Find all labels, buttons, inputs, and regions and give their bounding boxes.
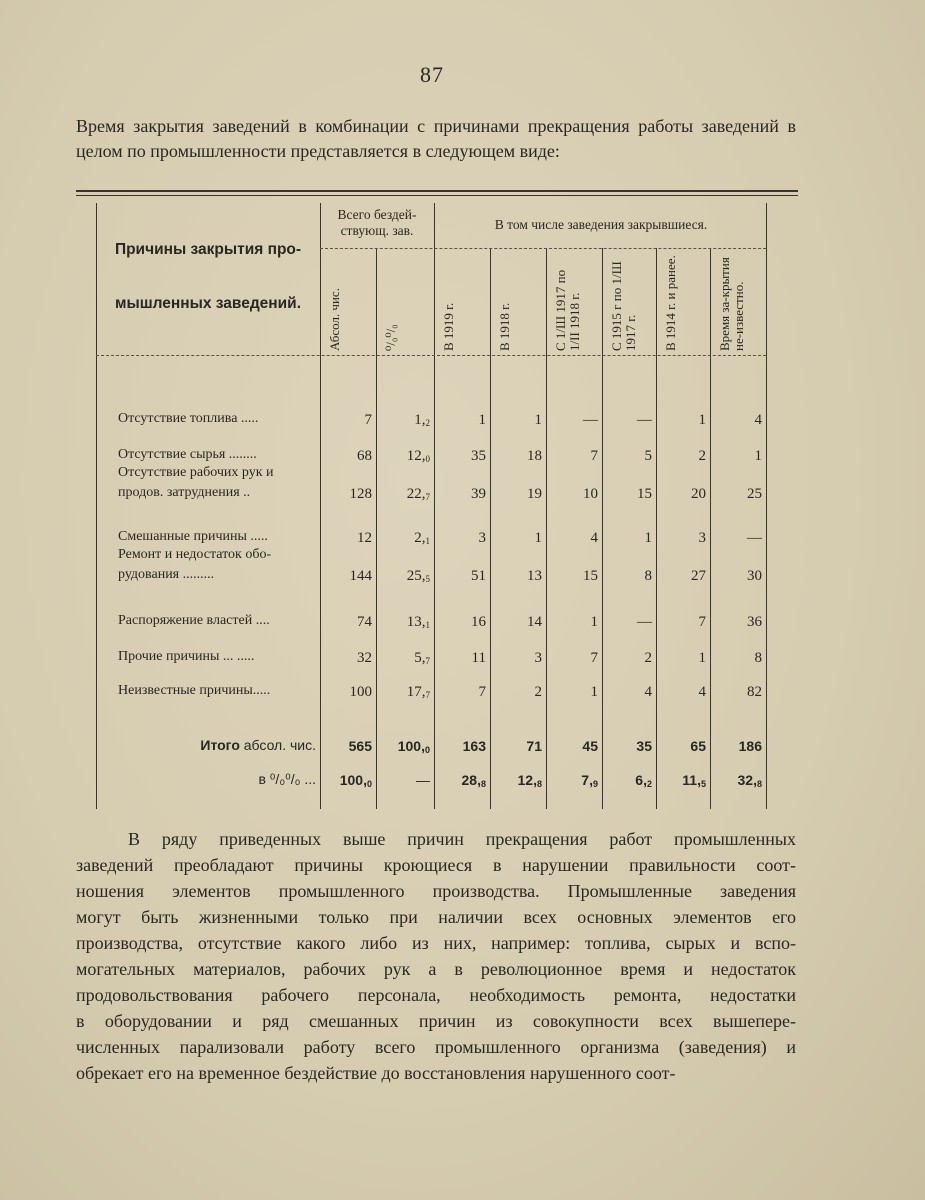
cell-unknown: 30: [747, 568, 762, 584]
percent-pct: —: [416, 772, 430, 788]
percent-abs: $100,_0$: [339, 772, 372, 789]
cell-pct: $12,_0$: [406, 448, 430, 464]
cell-y1918: 2: [534, 684, 542, 700]
cell-p1915: 1: [644, 530, 652, 546]
col-divider: [434, 203, 435, 809]
row-label-line: продов. затруднения ..: [118, 485, 251, 500]
row-label-line: Отсутствие рабочих рук и: [118, 465, 274, 480]
body-paragraph: [76, 826, 796, 1086]
cell-abs: 12: [357, 530, 372, 546]
total-early: 65: [690, 738, 706, 754]
total-p1915: 35: [636, 738, 652, 754]
cell-y1919: 3: [478, 530, 486, 546]
header-rule: [320, 248, 766, 249]
total-label: [118, 735, 316, 755]
total-y1919: 163: [462, 738, 486, 754]
cell-p1917: 15: [583, 568, 598, 584]
table-top-rule: [76, 190, 798, 192]
cell-p1915: 15: [637, 486, 652, 502]
body-line: могут быть жизненными только при наличии всех основных элементов его: [76, 907, 796, 927]
row-label: [118, 611, 320, 631]
total-y1918: 71: [526, 738, 542, 754]
percent-p1915: $6,_2$: [635, 772, 652, 789]
intro-paragraph: Время закрытия заведений в комбинации с причинами прекращения работы заведений в целом по промышленности представляется в следующем виде:: [76, 116, 796, 161]
cell-unknown: 4: [754, 412, 762, 428]
percent-label: в ⁰/₀⁰/₀ ...: [258, 771, 316, 787]
cell-abs: 144: [349, 568, 372, 584]
group-header-total: Всего бездей-ствующ. зав.: [337, 207, 417, 238]
header-bottom-rule: [96, 355, 766, 356]
cell-y1918: 19: [527, 486, 542, 502]
total-label-rest: абсол. чис.: [239, 737, 316, 753]
header-title-line2: мышленных заведений.: [114, 295, 302, 312]
cell-early: 1: [698, 650, 706, 666]
cell-p1915: 2: [644, 650, 652, 666]
cell-y1919: 39: [471, 486, 486, 502]
column-header: В 1918 г.: [497, 302, 512, 351]
cell-abs: 7: [364, 412, 372, 428]
percent-early: $11,_5$: [682, 772, 706, 789]
column-header: С 1915 г по 1/Ш 1917 г.: [609, 261, 638, 351]
total-pct: $100,_0$: [397, 738, 430, 755]
group-header-closed: В том числе заведения закрывшиеся.: [494, 217, 708, 232]
cell-early: 3: [698, 530, 706, 546]
percent-unknown: $32,_8$: [737, 772, 762, 789]
column-header: В 1914 г. и ранее.: [663, 255, 678, 351]
cell-pct: $13,_1$: [406, 614, 430, 630]
cell-pct: $5,_7$: [414, 650, 430, 666]
row-label: [118, 527, 320, 547]
total-p1917: 45: [582, 738, 598, 754]
table-left-border: [96, 203, 97, 809]
row-label: [118, 647, 320, 667]
cell-unknown: 25: [747, 486, 762, 502]
cell-p1915: 5: [644, 448, 652, 464]
body-line: ношения элементов промышленного производства. Промышленные заведения: [76, 881, 796, 901]
cell-unknown: 8: [754, 650, 762, 666]
cell-y1918: 1: [534, 412, 542, 428]
cell-p1915: —: [637, 412, 652, 428]
cell-unknown: 82: [747, 684, 762, 700]
cell-unknown: —: [747, 530, 762, 546]
row-label-line: Ремонт и недостаток обо-: [118, 547, 272, 562]
row-label-line: Неизвестные причины.....: [118, 683, 271, 698]
cell-pct: $2,_1$: [414, 530, 430, 546]
row-label-line: Смешанные причины .....: [118, 529, 268, 544]
cell-y1919: 16: [471, 614, 486, 630]
row-label: [118, 681, 320, 701]
body-line: могательных материалов, рабочих рук а в революционное время и недостаток: [76, 959, 796, 979]
percent-y1918: $12,_8$: [517, 772, 542, 789]
column-header: С 1/Ш 1917 по 1/II 1918 г.: [553, 269, 582, 351]
cell-p1915: 8: [644, 568, 652, 584]
cell-p1917: 1: [590, 614, 598, 630]
row-label-line: рудования .........: [118, 567, 215, 582]
cell-early: 1: [698, 412, 706, 428]
cell-pct: $22,_7$: [406, 486, 430, 502]
cell-early: 27: [691, 568, 706, 584]
header-title-line1: Причины закрытия про-: [114, 241, 302, 258]
percent-p1917: $7,_9$: [581, 772, 598, 789]
body-line: продовольствования рабочего персонала, необходимость ремонта, недостатки: [76, 985, 796, 1005]
table-right-border: [766, 203, 767, 809]
cell-p1917: 10: [583, 486, 598, 502]
cell-y1919: 1: [478, 412, 486, 428]
body-line: производства, отсутствие какого либо из них, например: топлива, сырых и вспо-: [76, 933, 796, 953]
cell-y1918: 13: [527, 568, 542, 584]
column-header: Абсол. чис.: [327, 288, 342, 351]
column-header: ⁰/₀⁰/₀: [383, 324, 398, 351]
cell-y1919: 7: [478, 684, 486, 700]
page-number: 87: [420, 62, 444, 87]
column-header: Время за-крытия не-известно.: [717, 257, 746, 351]
body-line: заведений преобладают причины кроющиеся в нарушении правильности соот-: [76, 855, 796, 875]
cell-abs: 32: [357, 650, 372, 666]
row-label-line: Отсутствие топлива .....: [118, 411, 259, 426]
row-label: [118, 463, 320, 503]
cell-p1917: —: [583, 412, 598, 428]
cell-p1917: 4: [590, 530, 598, 546]
cell-early: 4: [698, 684, 706, 700]
cell-p1915: —: [637, 614, 652, 630]
cell-y1918: 14: [527, 614, 542, 630]
row-label-line: Отсутствие сырья ........: [118, 447, 257, 462]
cell-pct: $1,_2$: [414, 412, 430, 428]
cell-y1918: 3: [534, 650, 542, 666]
percent-y1919: $28,_8$: [461, 772, 486, 789]
cell-abs: 128: [349, 486, 372, 502]
body-line: численных парализовали работу всего промышленного организма (заведения) и: [76, 1037, 796, 1057]
total-label-bold: Итого: [200, 737, 240, 753]
cell-y1919: 11: [471, 650, 486, 666]
col-divider: [320, 203, 321, 809]
cell-early: 7: [698, 614, 706, 630]
cell-p1917: 7: [590, 650, 598, 666]
cell-y1918: 1: [534, 530, 542, 546]
cell-pct: $25,_5$: [406, 568, 430, 584]
body-line: В ряду приведенных выше причин прекращения работ промышленных: [128, 829, 796, 849]
cell-abs: 74: [357, 614, 372, 630]
cell-early: 20: [691, 486, 706, 502]
cell-unknown: 1: [754, 448, 762, 464]
total-unknown: 186: [738, 738, 762, 754]
body-line: в оборудовании и ряд смешанных причин из совокупности всех вышепере-: [76, 1011, 796, 1031]
cell-p1915: 4: [644, 684, 652, 700]
cell-y1918: 18: [527, 448, 542, 464]
cell-y1919: 51: [471, 568, 486, 584]
cell-p1917: 7: [590, 448, 598, 464]
cell-abs: 68: [357, 448, 372, 464]
cell-abs: 100: [349, 684, 372, 700]
table-top-rule-thin: [76, 195, 798, 196]
row-label: [118, 409, 320, 429]
total-abs: 565: [348, 738, 372, 754]
cell-pct: $17,_7$: [406, 684, 430, 700]
cell-p1917: 1: [590, 684, 598, 700]
cell-unknown: 36: [747, 614, 762, 630]
row-label: [118, 545, 320, 585]
row-label-line: Распоряжение властей ....: [118, 613, 270, 628]
row-label: [118, 445, 320, 465]
row-label-line: Прочие причины ... .....: [118, 649, 255, 664]
cell-early: 2: [698, 448, 706, 464]
closure-reasons-table: [96, 203, 768, 809]
column-header: В 1919 г.: [441, 302, 456, 351]
cell-y1919: 35: [471, 448, 486, 464]
body-line: обрекает его на временное бездействие до восстановления нарушенного соот-: [76, 1063, 676, 1083]
